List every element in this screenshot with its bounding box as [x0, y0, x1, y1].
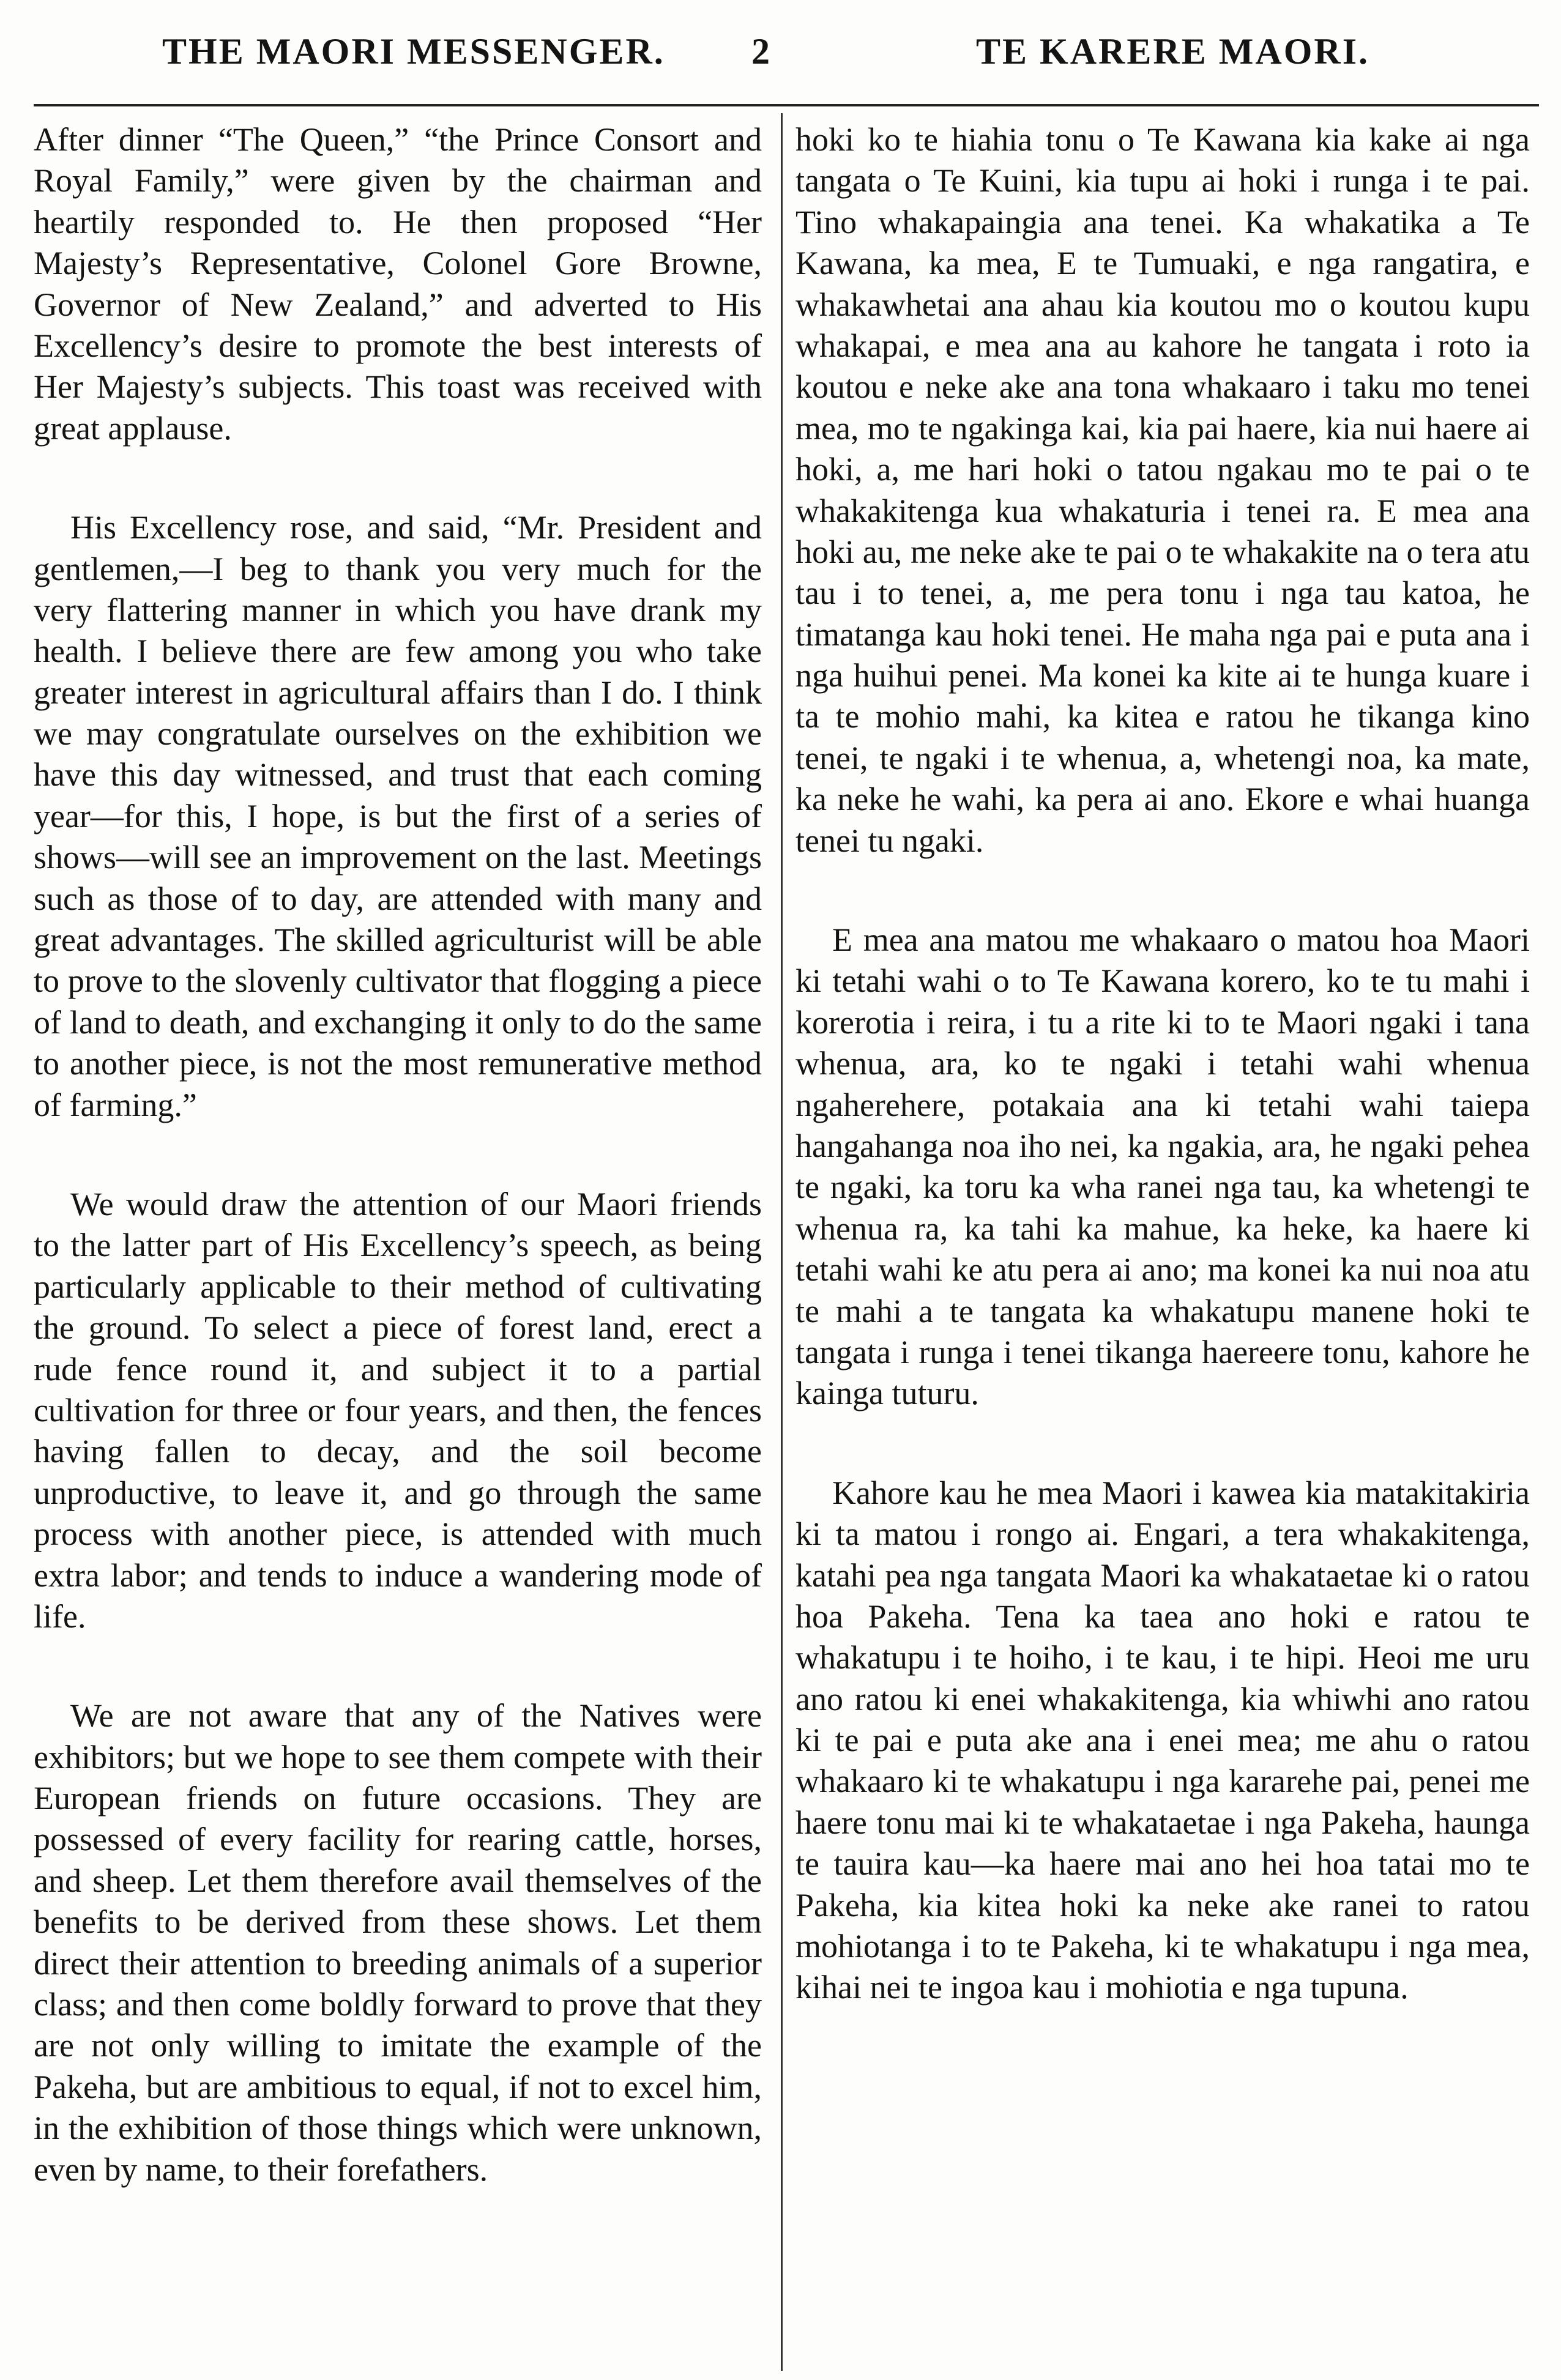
page-number: 2: [751, 31, 772, 72]
dinner-toasts-paragraph: After dinner “The Queen,” “the Prince Consort and Royal Family,” were given by the chairman and heartily responded to. He then proposed “Her Majesty’s Representative, Colonel Gore Browne, Governor of New Zealand,” and adverted to His Excellency’s desire to promote the best interests of Her Majesty’s subjects. This toast was received with great applause.: [34, 121, 762, 447]
column-divider: [781, 113, 783, 2371]
english-masthead: THE MAORI MESSENGER.: [162, 31, 665, 72]
maori-speech-paragraph: hoki ko te hiahia tonu o Te Kawana kia kake ai nga tangata o Te Kuini, kia tupu ai hoki i runga i te pai. Tino whakapaingia ana tenei. Ka whakatika a Te Kawana, ka mea, E te Tumuaki, e nga rangatira, e whakawhetai ana ahau kia koutou mo o koutou kupu whakapai, e mea ana au kahore he tangata i roto ia koutou e neke ake ana tona whakaaro i taku mo tenei mea, mo te ngakinga kai, kia pai haere, kia nui haere ai hoki, a, me hari hoki o tatou ngakau mo te pai o te whakakitenga kua whakaturia i tenei ra. E mea ana hoki au, me neke ake te pai o te whakakite na o tera atu tau i to tenei, a, me pera tonu i nga tau katoa, he timatanga kau hoki tenei. He maha nga pai e puta ana i nga huihui penei. Ma konei ka kite ai te hunga kuare i ta te mohio mahi, ka kitea e ratou he tikanga kino tenei, te ngaki i te whenua, a, whetengi noa, ka mate, ka neke he wahi, ka pera ai ano. Ekore e whai huanga tenei tu ngaki.: [795, 121, 1530, 859]
governor-speech-paragraph: His Excellency rose, and said, “Mr. President and gentlemen,—I beg to thank you very much for the very flattering manner in which you have drank my health. I believe there are few among you who take greater interest in agricultural affairs than I do. I think we may congratulate ourselves on the exhibition we have this day witnessed, and trust that each coming year—for this, I hope, is but the first of a series of shows—will see an improvement on the last. Meetings such as those of to day, are attended with many and great advantages. The skilled agriculturist will be able to prove to the slovenly cultivator that flogging a piece of land to death, and exchanging it only to do the same to another piece, is not the most remunerative method of farming.”: [34, 509, 762, 1123]
english-column: [34, 119, 762, 2190]
maori-exhibitors-paragraph: Kahore kau he mea Maori i kawea kia matakitakiria ki ta matou i rongo ai. Engari, a tera whakakitenga, katahi pea nga tangata Maori ka whakataetae ki o ratou hoa Pakeha. Tena ka taea ano hoki e ratou te whakatupu i te hoiho, i te kau, i te hipi. Heoi me uru ano ratou ki enei whakakitenga, kia whiwhi ano ratou ki te pai e puta ake ana i enei mea; me ahu o ratou whakaaro ki te whakatupu i nga kararehe pai, penei me haere tonu mai ki te whakataetae i nga Pakeha, haunga te tauira kau—ka haere mai ano hei hoa tatai mo te Pakeha, kia kitea hoki ka neke ake ranei to ratou mohiotanga i to te Pakeha, ki te whakatupu i nga mea, kihai nei te ingoa kau i mohiotia e nga tupuna.: [795, 1474, 1530, 2006]
maori-column: [795, 119, 1530, 2009]
editorial-cultivation-paragraph: We would draw the attention of our Maori friends to the latter part of His Excellency’s speech, as being particularly applicable to their method of cultivating the ground. To select a piece of forest land, erect a rude fence round it, and subject it to a partial cultivation for three or four years, and then, the fences having fallen to decay, and the soil become unproductive, to leave it, and go through the same process with another piece, is attended with much extra labor; and tends to induce a wandering mode of life.: [34, 1185, 762, 1635]
maori-cultivation-paragraph: E mea ana matou me whakaaro o matou hoa Maori ki tetahi wahi o to Te Kawana korero, ko te tu mahi i korerotia i reira, i tu a rite ki to te Maori ngaki i tana whenua, ara, ko te ngaki i tetahi wahi whenua ngaherehere, potakaia ana ki tetahi wahi taiepa hangahanga noa iho nei, ka ngakia, ara, he ngaki pehea te ngaki, ka toru ka wha ranei nga tau, ka whetengi te whenua ra, ka tahi ka mahue, ka heke, ka haere ki tetahi wahi ke atu pera ai ano; ma konei ka nui noa atu te mahi a te tangata ka whakatupu manene hoki te tangata i runga i tenei tikanga haereere tonu, kahore he kainga tuturu.: [795, 921, 1530, 1412]
maori-masthead: TE KARERE MAORI.: [976, 31, 1370, 72]
editorial-exhibitors-paragraph: We are not aware that any of the Natives were exhibitors; but we hope to see them compete with their European friends on future occasions. They are possessed of every facility for rearing cattle, horses, and sheep. Let them therefore avail themselves of the benefits to be derived from these shows. Let them direct their attention to breeding animals of a superior class; and then come boldly forward to prove that they are not only willing to imitate the example of the Pakeha, but are ambitious to equal, if not to excel him, in the exhibition of those things which were unknown, even by name, to their forefathers.: [34, 1697, 762, 2188]
header-rule: [34, 104, 1539, 106]
page-header: [0, 24, 1561, 80]
